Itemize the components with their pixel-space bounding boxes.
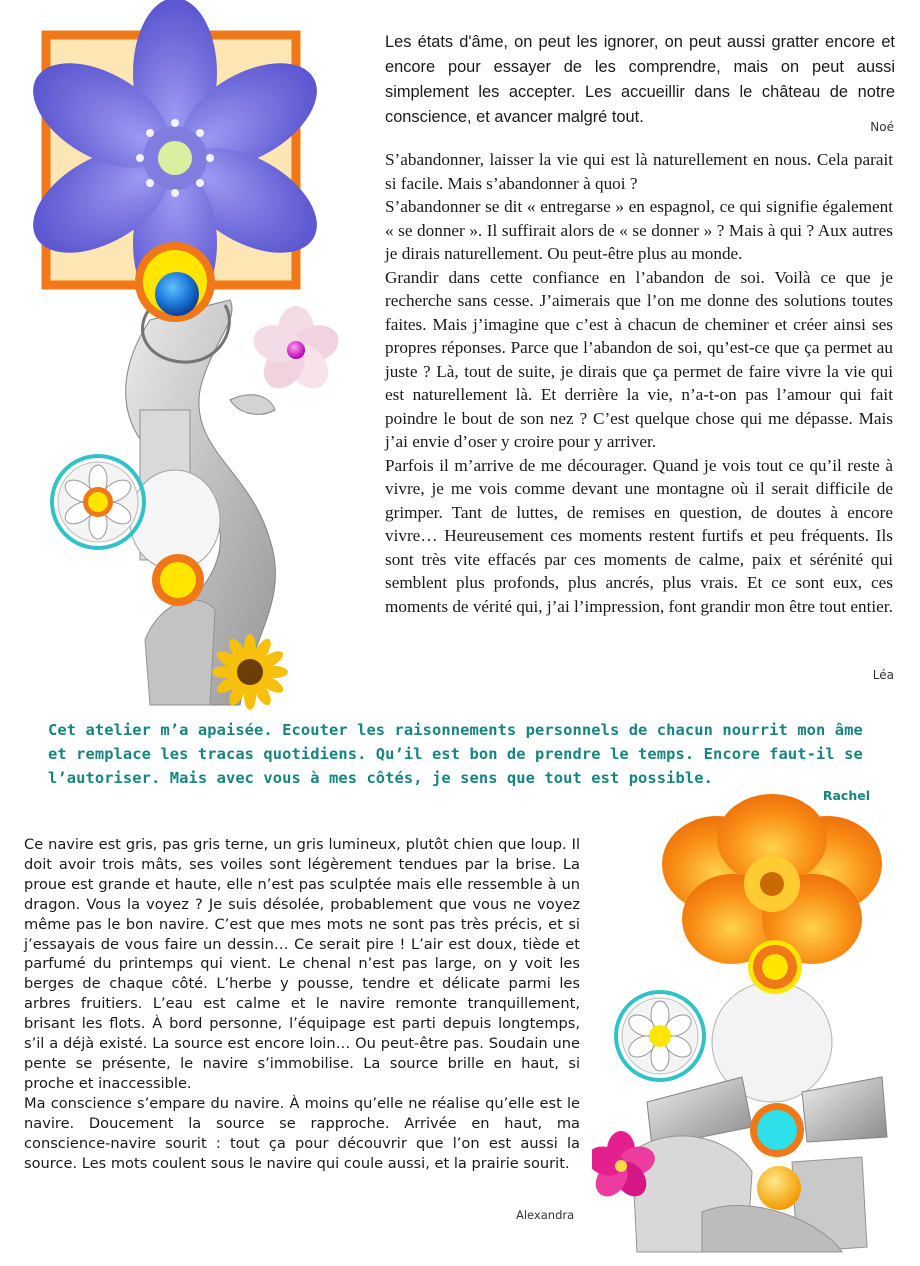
gold-ball-icon xyxy=(757,1166,801,1210)
white-daisy-icon xyxy=(52,456,144,548)
quote-noe: Les états d'âme, on peut les ignorer, on peut aussi gratter encore et encore pour essayer de les comprendre, mais on peut aussi simplement les accepter. Les accueillir dans le château de notre conscience, et avancer malgré tout. xyxy=(385,33,895,126)
cyan-ring-icon xyxy=(750,1103,804,1157)
yellow-ring-icon xyxy=(748,940,802,994)
author-lea: Léa xyxy=(872,668,894,682)
pink-flower-icon xyxy=(249,306,344,396)
orange-nasturtium-icon xyxy=(662,794,882,964)
author-noe: Noé xyxy=(870,120,894,134)
paragraph: Parfois il m’arrive de me décourager. Quand je vois tout ce qu’il reste à vivre, je me vois comme devant une montagne où il serait difficile de grimper. Tant de luttes, de remises en question, de doutes à encore vivre… Heureusement ces moments restent furtifs et peu fréquents. Ils sont très vite effacés par ces moments de calme, paix et sérénité qui semblent plus profonds, plus ancrés, plus vrais. Et ce sont eux, ces moments de vérité qui, j’ai l’impression, font grandir mon être tout entier. xyxy=(385,455,893,616)
collage-drawing-bottom xyxy=(592,792,912,1262)
author-rachel: Rachel xyxy=(822,788,870,803)
paragraph: Ma conscience s’empare du navire. À moins qu’elle ne réalise qu’elle est le navire. Doucement la source se rapproche. Arrivée en haut, ma conscience-navire sourit : tout ça pour découvrir que l’on est aussi la source. Les mots coulent sous le navire qui coule aussi, et la prairie sourit. xyxy=(24,1094,580,1172)
paragraph: S’abandonner, laisser la vie qui est là naturellement en nous. Cela parait si facile. Mais s’abandonner à quoi ? xyxy=(385,150,893,193)
illustration-bottom-right xyxy=(592,792,912,1262)
text-alexandra xyxy=(24,835,580,1173)
yellow-ring-icon xyxy=(152,554,204,606)
illustration-top-left xyxy=(0,0,380,712)
collage-drawing xyxy=(0,0,380,712)
white-daisy-icon xyxy=(616,992,704,1080)
paragraph: Ce navire est gris, pas gris terne, un gris lumineux, plutôt chien que loup. Il doit avoir trois mâts, ses voiles sont légèrement tendues par la brise. La proue est grande et haute, elle n’est pas sculptée mais elle ressemble à un dragon. Vous la voyez ? Je suis désolée, probablement que vous ne voyez même pas le bon navire. C’est que mes mots ne sont pas très précis, et si j’essayais de vous faire un dessin… Ce serait pire ! L’air est doux, tiède et parfumé du printemps qui vient. Le chenal n’est pas large, on y voit les berges de chaque côté. L’herbe y pousse, tendre et délicate parmi les arbres fruitiers. L’eau est calme et le navire remonte tranquillement, brisant les flots. À bord personne, l’équipage est parti depuis longtemps, s’il a déjà existé. La source est encore loin… Ou peut-être pas. Soudain une pente se présente, le navire s’immobilise. La source brille en haut, si proche et inaccessible. xyxy=(24,836,580,1092)
paragraph: S’abandonner se dit « entregarse » en espagnol, ce qui signifie également « se donner ». Il suffirait alors de « se donner » ? Mais à qui ? Aux autres je dirais naturellement. Ou peut-être plus au monde. xyxy=(385,197,893,263)
author-alexandra: Alexandra xyxy=(516,1208,575,1222)
paragraph: Grandir dans cette confiance en l’abandon de soi. Voilà ce que je recherche sans cesse. J’aimerais que l’on me donne des solutions toutes faites. Mais j’imagine que c’est à chacun de cheminer et créer ainsi ses propres réponses. Parce que l’abandon de soi, qu’est-ce que ça permet au juste ? Là, tout de suite, je dirais que ça permet de faire vivre la vie qui est naturellement là. Et derrière la vie, n’a-t-on pas l’amour qui fait poindre le bout de son nez ? C’est quelque chose qui me dépasse. Mais j’ai envie d’oser y croire pour y arriver. xyxy=(385,267,893,451)
text-rachel: Cet atelier m’a apaisée. Ecouter les raisonnements personnels de chacun nourrit mon âme et remplace les tracas quotidiens. Qu’il est bon de prendre le temps. Encore faut-il se l’autoriser. Mais avec vous à mes côtés, je sens que tout est possible. xyxy=(48,721,863,787)
text-lea xyxy=(385,148,893,618)
blue-ball-ring xyxy=(135,242,215,322)
